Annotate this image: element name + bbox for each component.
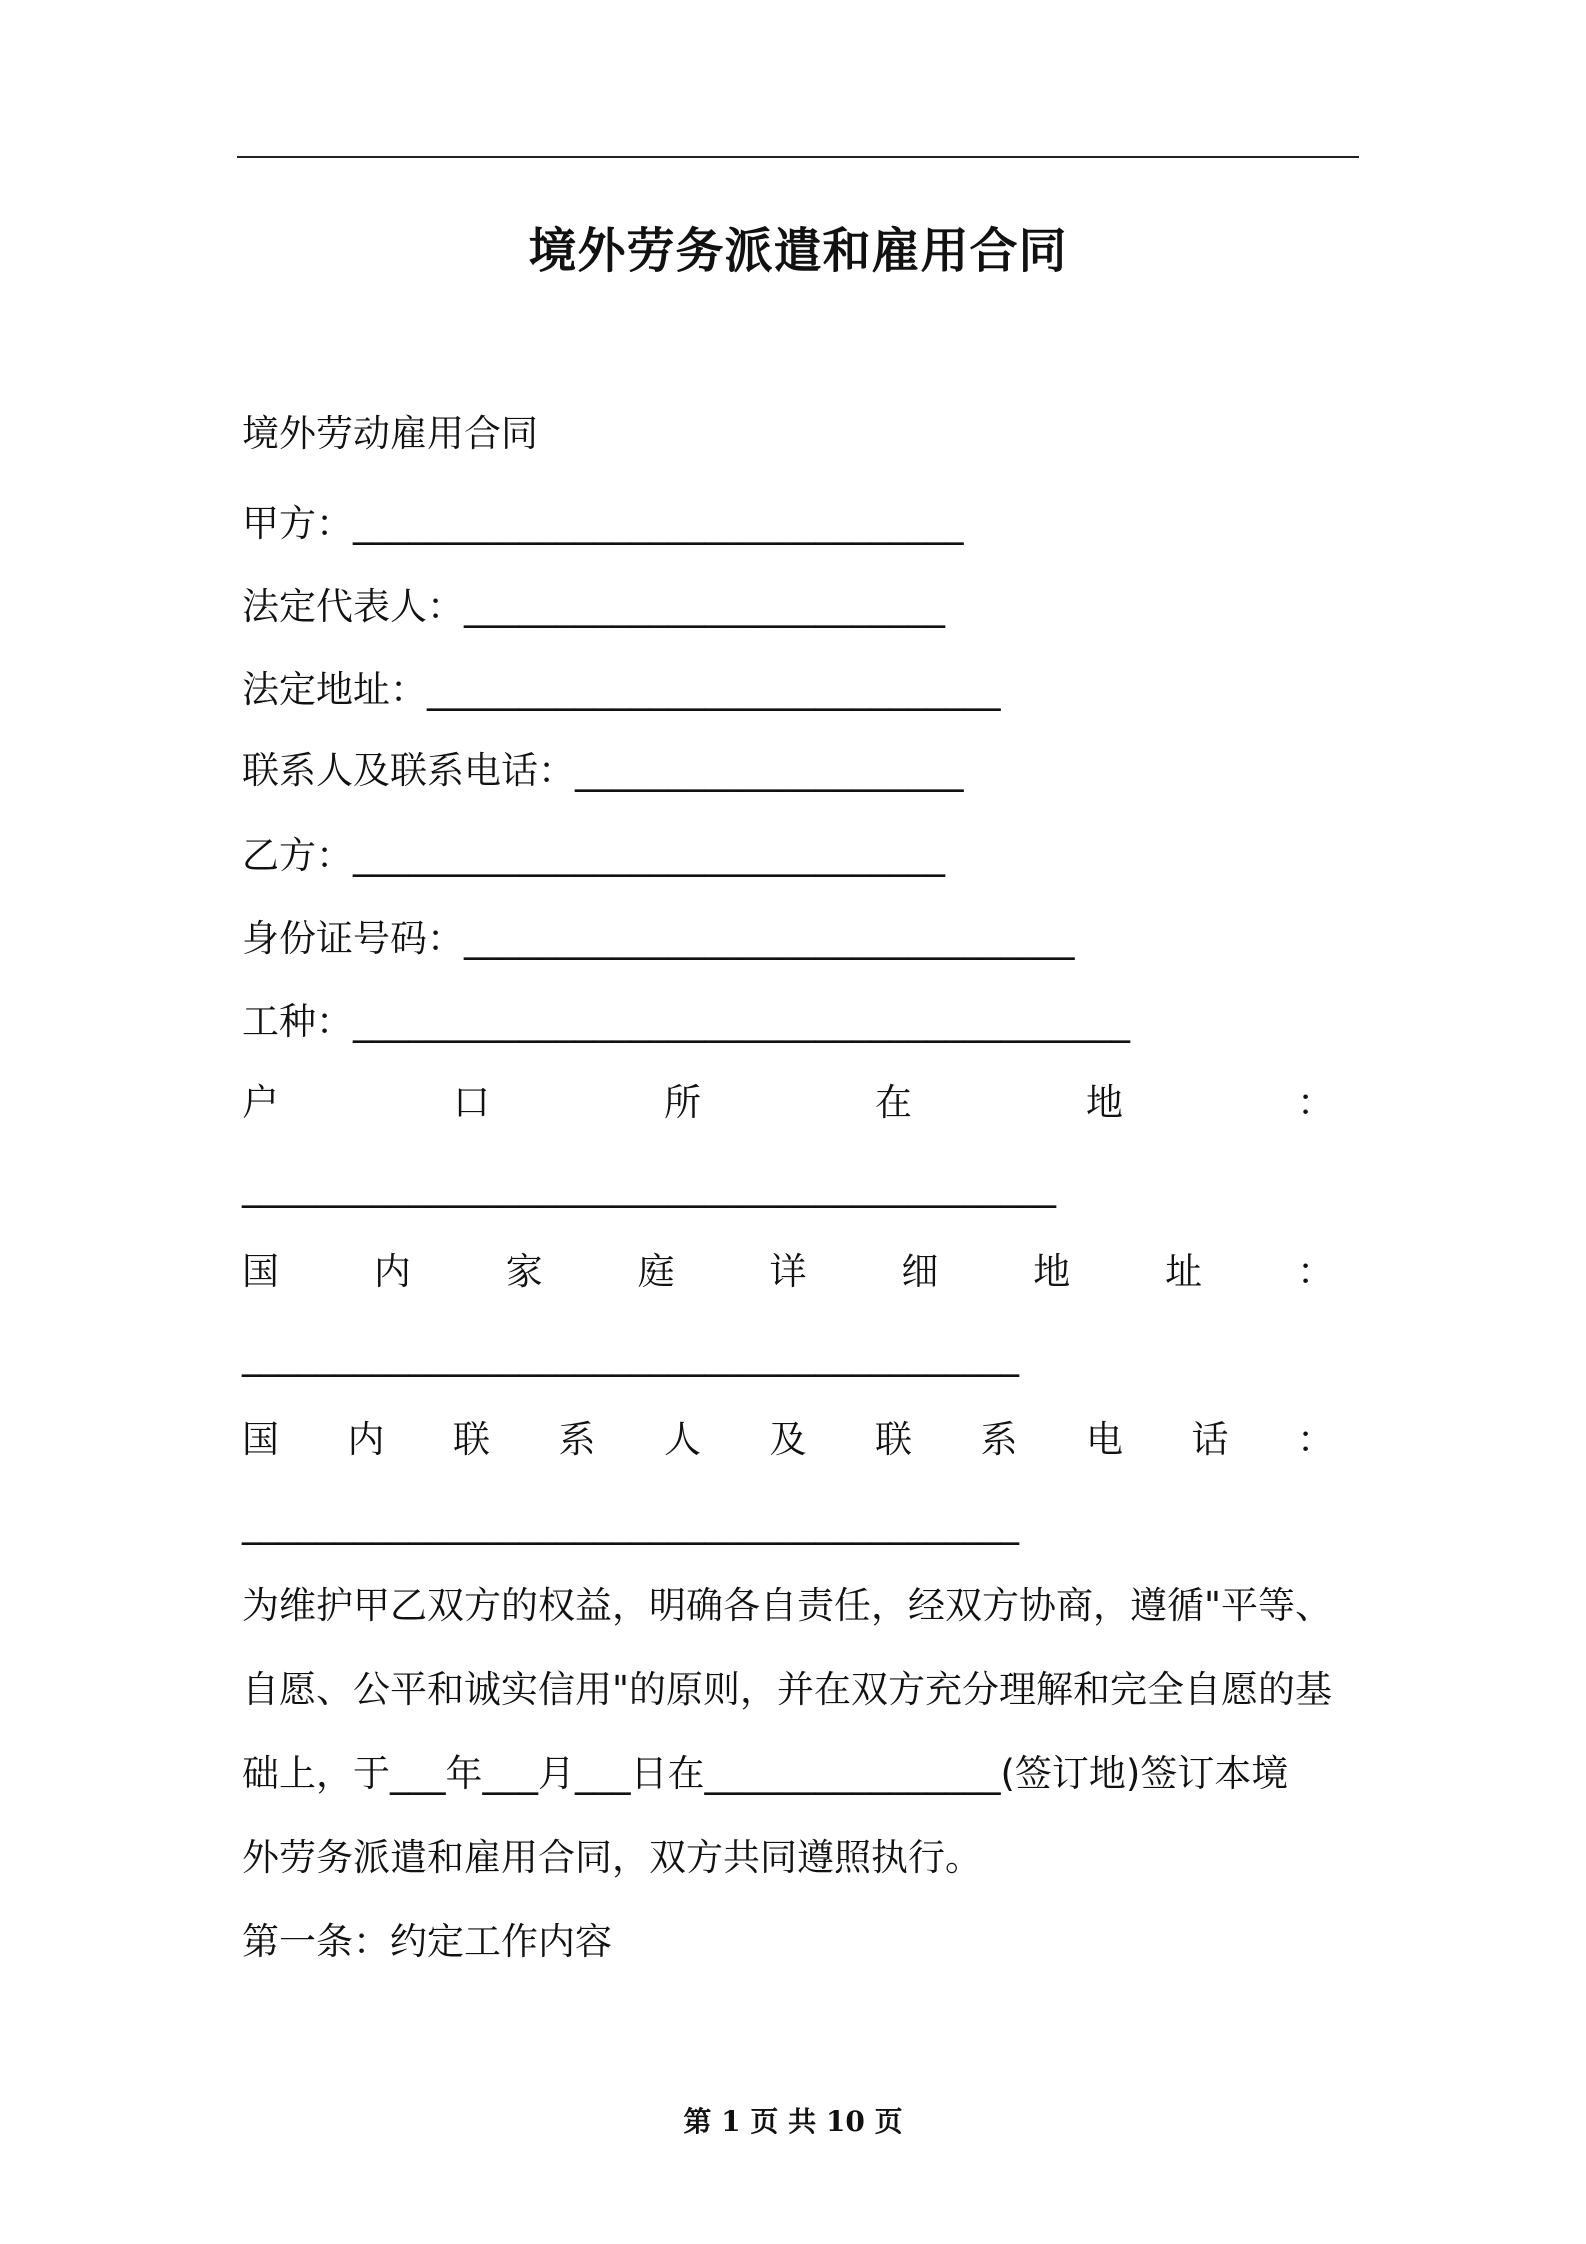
field-party-a: 甲方：_________________________________ [242,502,964,545]
field-legal-address: 法定地址：_______________________________ [242,668,1001,711]
field-home-address-blank: __________________________________________ [242,1334,1019,1377]
field-household-registration-blank: ____________________________________________ [242,1165,1056,1208]
field-domestic-contact-label: 国 内 联 系 人 及 联 系 电 话 ： [242,1418,1334,1461]
document-title: 境外劳务派遣和雇用合同 [528,223,1068,279]
document-subtitle: 境外劳动雇用合同 [242,412,538,455]
field-home-address-label: 国 内 家 庭 详 细 地 址 ： [242,1250,1334,1293]
header-rule [237,156,1359,158]
field-household-registration-label: 户 口 所 在 地 ： [242,1081,1334,1124]
page-number: 第 1 页 共 10 页 [683,2105,903,2138]
field-legal-representative: 法定代表人：__________________________ [242,585,945,628]
paragraph-line: 础上，于___年___月___日在________________(签订地)签订本境 [242,1752,1289,1795]
field-id-number: 身份证号码：_________________________________ [242,917,1075,960]
field-party-b: 乙方：________________________________ [242,834,945,877]
section-heading: 第一条：约定工作内容 [242,1920,612,1963]
field-job-type: 工种：__________________________________________ [242,1000,1130,1043]
field-domestic-contact-blank: __________________________________________ [242,1502,1019,1545]
paragraph-line: 自愿、公平和诚实信用"的原则，并在双方充分理解和完全自愿的基 [242,1668,1333,1711]
paragraph-line: 外劳务派遣和雇用合同，双方共同遵照执行。 [242,1836,982,1879]
paragraph-line: 为维护甲乙双方的权益，明确各自责任，经双方协商，遵循"平等、 [242,1584,1333,1627]
field-contact-phone: 联系人及联系电话：_____________________ [242,749,964,792]
